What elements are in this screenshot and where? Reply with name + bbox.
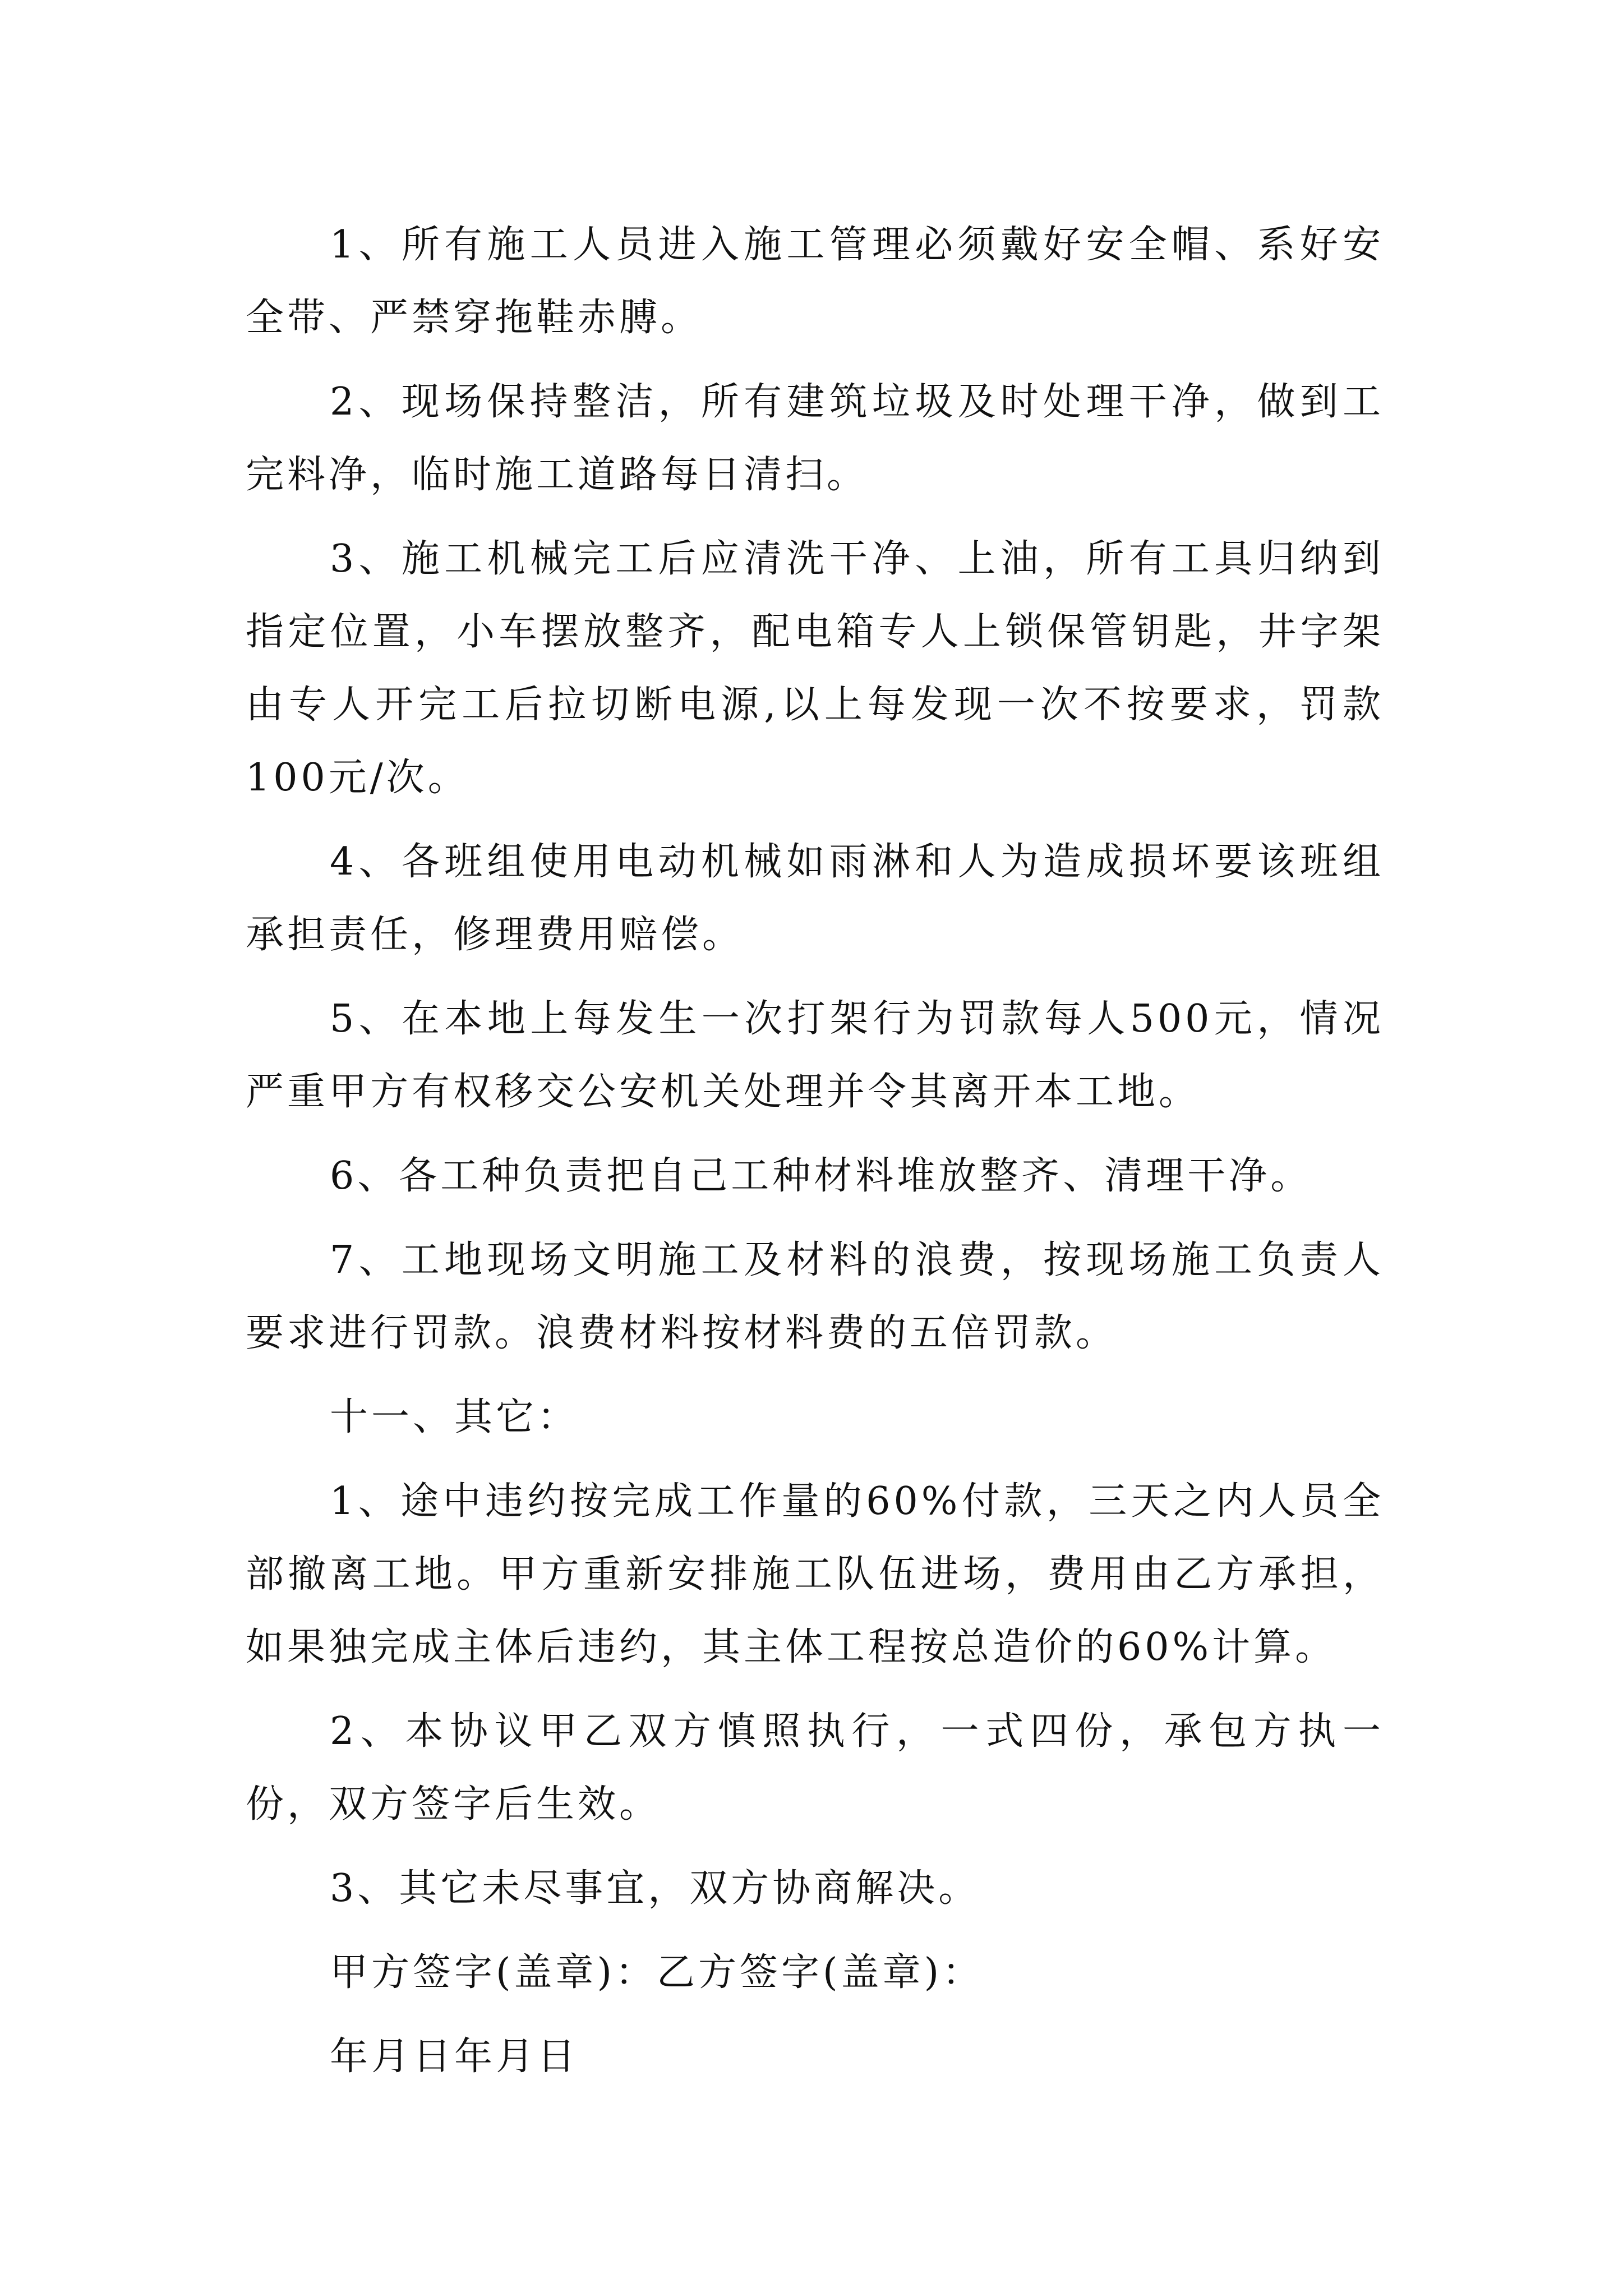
date-line: 年月日年月日 (330, 2035, 579, 2079)
document-body (246, 209, 1384, 2105)
other-clause-3-negotiation: 3、其它未尽事宜，双方协商解决。 (330, 1866, 980, 1911)
clause-4-equipment-damage: 4、各班组使用电动机械如雨淋和人为造成损坏要该班组承担责任，修理费用赔偿。 (246, 840, 1384, 957)
clause-1-safety-gear: 1、所有施工人员进入施工管理必须戴好安全帽、系好安全带、严禁穿拖鞋赤膊。 (246, 223, 1384, 340)
clause-3-machinery-care: 3、施工机械完工后应清洗干净、上油，所有工具归纳到指定位置，小车摆放整齐，配电箱专人上锁保管钥匙，井字架由专人开完工后拉切断电源,以上每发现一次不按要求，罚款100元/次。 (246, 537, 1384, 800)
clause-5-fighting-penalty: 5、在本地上每发生一次打架行为罚款每人500元，情况严重甲方有权移交公安机关处理并令其离开本工地。 (246, 997, 1384, 1114)
other-clause-1-breach: 1、途中违约按完成工作量的60%付款，三天之内人员全部撤离工地。甲方重新安排施工队伍进场，费用由乙方承担，如果独完成主体后违约，其主体工程按总造价的60%计算。 (246, 1479, 1384, 1669)
other-clause-2-execution: 2、本协议甲乙双方慎照执行，一式四份，承包方执一份，双方签字后生效。 (246, 1709, 1384, 1826)
clause-6-material-stacking: 6、各工种负责把自己工种材料堆放整齐、清理干净。 (330, 1154, 1312, 1198)
section-heading-other: 十一、其它： (330, 1395, 579, 1439)
signature-line: 甲方签字(盖章)：乙方签字(盖章)： (330, 1950, 984, 1995)
clause-2-site-cleanliness: 2、现场保持整洁，所有建筑垃圾及时处理干净，做到工完料净，临时施工道路每日清扫。 (246, 380, 1384, 497)
clause-7-waste-penalty: 7、工地现场文明施工及材料的浪费，按现场施工负责人要求进行罚款。浪费材料按材料费的五倍罚款。 (246, 1238, 1384, 1355)
